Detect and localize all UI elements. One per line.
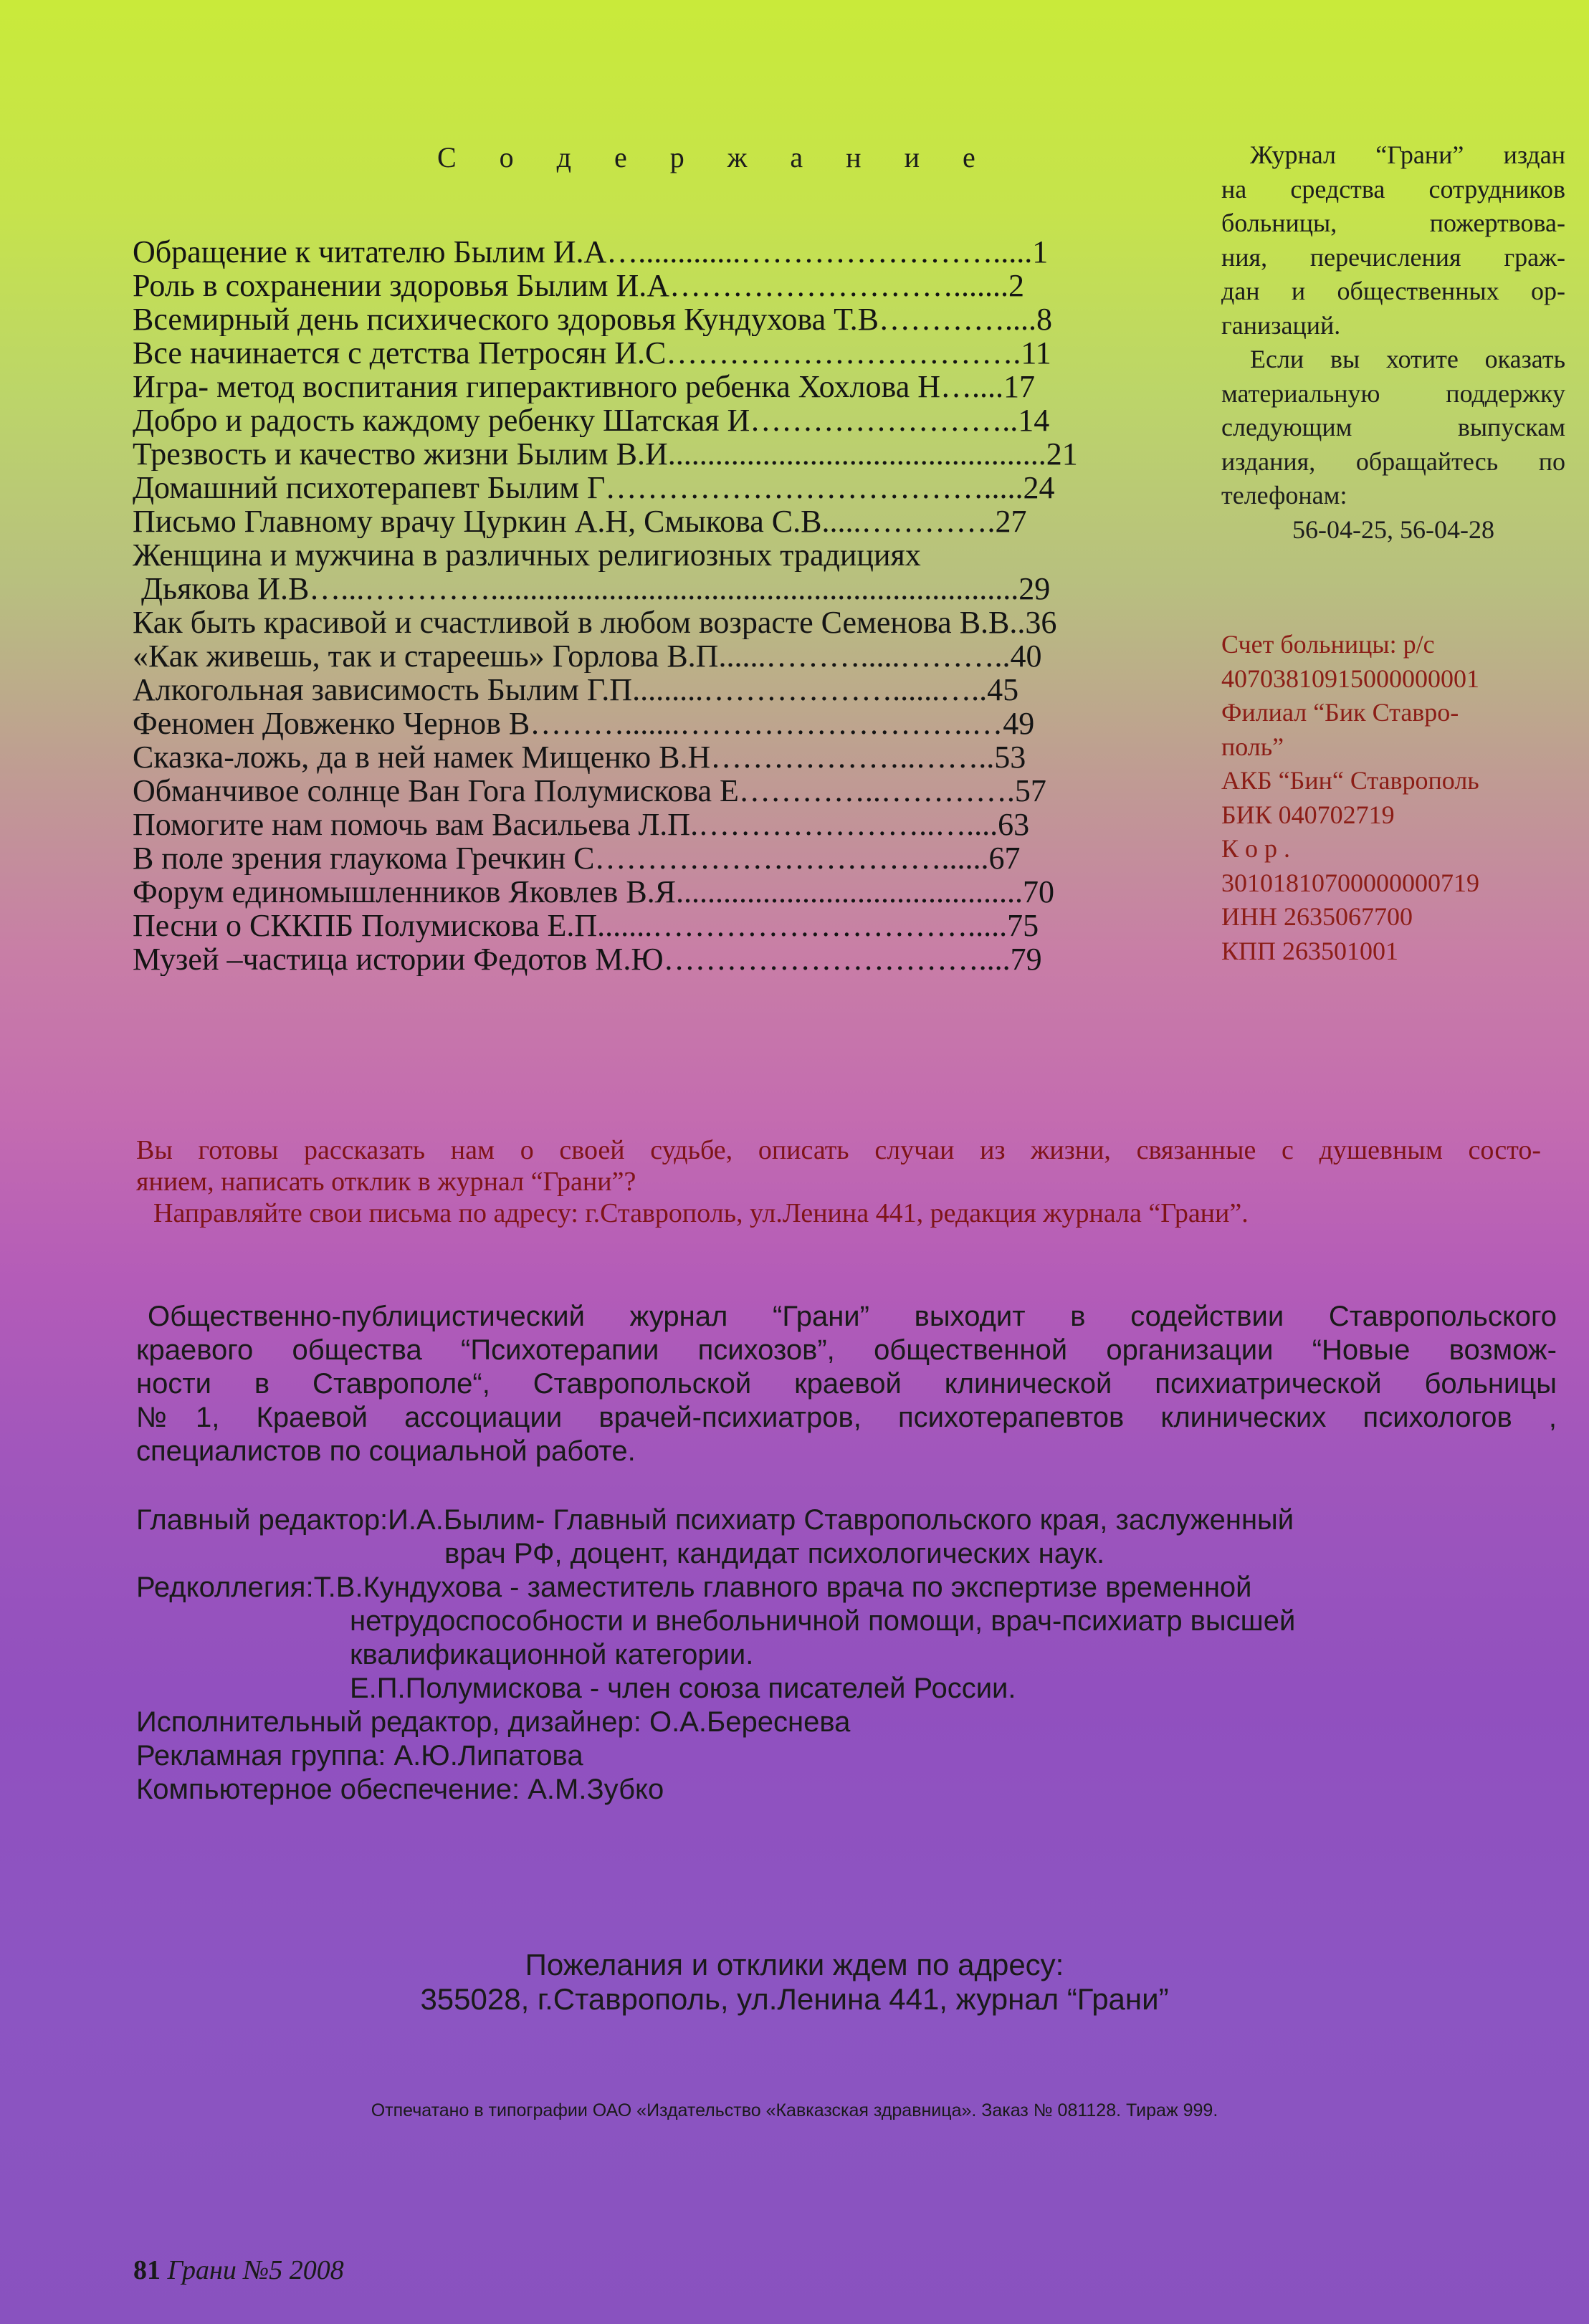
chief-editor-cont: врач РФ, доцент, кандидат психологических наук. <box>444 1538 1105 1569</box>
contact-line: Пожелания и отклики ждем по адресу: <box>525 1948 1064 1981</box>
advertising-group: Рекламная группа: А.Ю.Липатова <box>136 1740 583 1771</box>
side-line: Журнал “Грани” издан <box>1250 140 1565 169</box>
side-line: ния, перечисления граж- <box>1221 242 1565 272</box>
editorial-board: Редколлегия:Т.В.Кундухова - заместитель главного врача по экспертизе временной <box>136 1572 1252 1603</box>
journal-issue: Грани №5 2008 <box>167 2255 344 2285</box>
toc-entry: Обманчивое солнце Ван Гога Полумискова Е…………..………….57 <box>133 774 1046 808</box>
toc-entry: Всемирный день психического здоровья Кундухова Т.В…………....8 <box>133 302 1052 336</box>
editorial-board-cont: квалификационной категории. <box>350 1639 754 1670</box>
toc-entry: Обращение к читателю Былим И.А….............…………………….....1 <box>133 235 1049 269</box>
toc-entry: Домашний психотерапевт Былим Г……………………………….....24 <box>133 471 1055 505</box>
side-line: больницы, пожертвова- <box>1221 209 1565 237</box>
editorial-staff <box>136 1503 1562 1807</box>
side-line: материальную поддержку <box>1221 378 1565 408</box>
contact-address <box>0 1948 1589 2017</box>
computer-support: Компьютерное обеспечение: А.М.Зубко <box>136 1774 664 1805</box>
journal-description <box>136 1300 1557 1468</box>
about-line: специалистов по социальной работе. <box>136 1435 636 1467</box>
printing-info: Отпечатано в типографии ОАО «Издательство «Кавказская здравница». Заказ № 081128. Тираж 999. <box>371 2100 1218 2120</box>
executive-editor: Исполнительный редактор, дизайнер: О.А.Береснева <box>136 1706 851 1738</box>
toc-entry: Добро и радость каждому ребенку Шатская И……………………..14 <box>133 403 1050 437</box>
side-line: Если вы хотите оказать <box>1250 345 1565 373</box>
bank-line: БИК 040702719 <box>1221 800 1395 829</box>
editorial-board-cont: нетрудоспособности и внебольничной помощи, врач-психиатр высшей <box>350 1605 1296 1637</box>
toc-entry: «Как живешь, так и стареешь» Горлова В.П......……….....………..40 <box>133 639 1042 673</box>
bank-line: КПП 263501001 <box>1221 936 1399 965</box>
editorial-board-member: Е.П.Полумискова - член союза писателей России. <box>350 1673 1016 1704</box>
contact-line: 355028, г.Ставрополь, ул.Ленина 441, журнал “Грани” <box>420 1982 1169 2016</box>
toc-entry: Алкогольная зависимость Былим Г.П.........………………......…..45 <box>133 673 1019 707</box>
bank-line: поль” <box>1221 732 1284 761</box>
toc-entry: Женщина и мужчина в различных религиозных традициях <box>133 538 921 572</box>
bank-line: Счет больницы: р/с <box>1221 630 1435 659</box>
side-line: на средства сотрудников <box>1221 174 1565 204</box>
toc-entry: Сказка-ложь, да в ней намек Мищенко В.Н………………..……..53 <box>133 740 1026 774</box>
about-line: краевого общества “Психотерапии психозов”, общественной организации “Новые возмож- <box>136 1334 1557 1366</box>
toc-entry: Форум единомышленников Яковлев В.Я............................................70 <box>133 875 1055 909</box>
about-line: Общественно-публицистический журнал “Грани” выходит в содействии Ставропольского <box>148 1301 1557 1332</box>
side-line: ганизаций. <box>1221 310 1341 340</box>
bank-line: АКБ “Бин“ Ставрополь <box>1221 766 1479 795</box>
side-line: телефонам: <box>1221 481 1347 510</box>
toc-entry: Роль в сохранении здоровья Былим И.А……………………….......2 <box>133 269 1025 302</box>
about-line: №1, Краевой ассоциации врачей-психиатров, психотерапевтов клинических психологов , <box>136 1402 1557 1433</box>
toc-entry: Феномен Довженко Чернов В……….......……………………….…49 <box>133 707 1035 740</box>
invite-line: Вы готовы рассказать нам о своей судьбе, описать случаи из жизни, связанные с душевным состо- <box>136 1135 1541 1165</box>
letters-invitation <box>136 1134 1541 1229</box>
toc-entry: Все начинается с детства Петросян И.С…………………………….11 <box>133 336 1051 370</box>
toc-entry: Как быть красивой и счастливой в любом возрасте Семенова В.В..36 <box>133 606 1057 639</box>
toc-entry: Письмо Главному врачу Цуркин А.Н, Смыкова С.В.....………….27 <box>133 505 1027 538</box>
chief-editor: Главный редактор:И.А.Былим- Главный психиатр Ставропольского края, заслуженный <box>136 1504 1294 1536</box>
bank-line: К о р . <box>1221 834 1291 863</box>
toc-entry: Музей –частица истории Федотов М.Ю…………………………....79 <box>133 942 1042 976</box>
bank-line: ИНН 2635067700 <box>1221 902 1413 931</box>
about-line: ности в Ставрополе“, Ставропольской краевой клинической психиатрической больницы <box>136 1368 1557 1400</box>
side-line: издания, обращайтесь по <box>1221 446 1565 476</box>
bank-line: Филиал “Бик Ставро- <box>1221 698 1459 727</box>
toc-list <box>133 235 1208 976</box>
bank-line: 40703810915000000001 <box>1221 664 1479 693</box>
page-footer <box>133 2254 344 2286</box>
bank-details <box>1221 628 1558 968</box>
invite-address: Направляйте свои письма по адресу: г.Ставрополь, ул.Ленина 441, редакция журнала “Грани”. <box>153 1198 1249 1228</box>
phone-numbers: 56-04-25, 56-04-28 <box>1292 515 1494 544</box>
toc-entry: Дьякова И.В…...…………...................................................................29 <box>141 572 1051 606</box>
toc-entry: В поле зрения глаукома Гречкин С……………………………......67 <box>133 841 1021 875</box>
toc-entry: Помогите нам помочь вам Васильева Л.П.…………………..…....63 <box>133 808 1030 841</box>
invite-line: янием, написать отклик в журнал “Грани”? <box>136 1167 636 1197</box>
toc-entry: Песни о СККПБ Полумискова Е.П.......………………………….....75 <box>133 909 1039 942</box>
toc-entry: Игра- метод воспитания гиперактивного ребенка Хохлова Н…....17 <box>133 370 1036 403</box>
page-number: 81 <box>133 2255 161 2285</box>
side-line: дан и общественных ор- <box>1221 277 1565 305</box>
toc-entry: Трезвость и качество жизни Былим В.И................................................21 <box>133 437 1078 471</box>
bank-line: 30101810700000000719 <box>1221 868 1479 897</box>
toc-title: С о д е р ж а н и е <box>437 141 993 173</box>
publication-note <box>1221 138 1565 547</box>
side-line: следующим выпускам <box>1221 413 1565 441</box>
